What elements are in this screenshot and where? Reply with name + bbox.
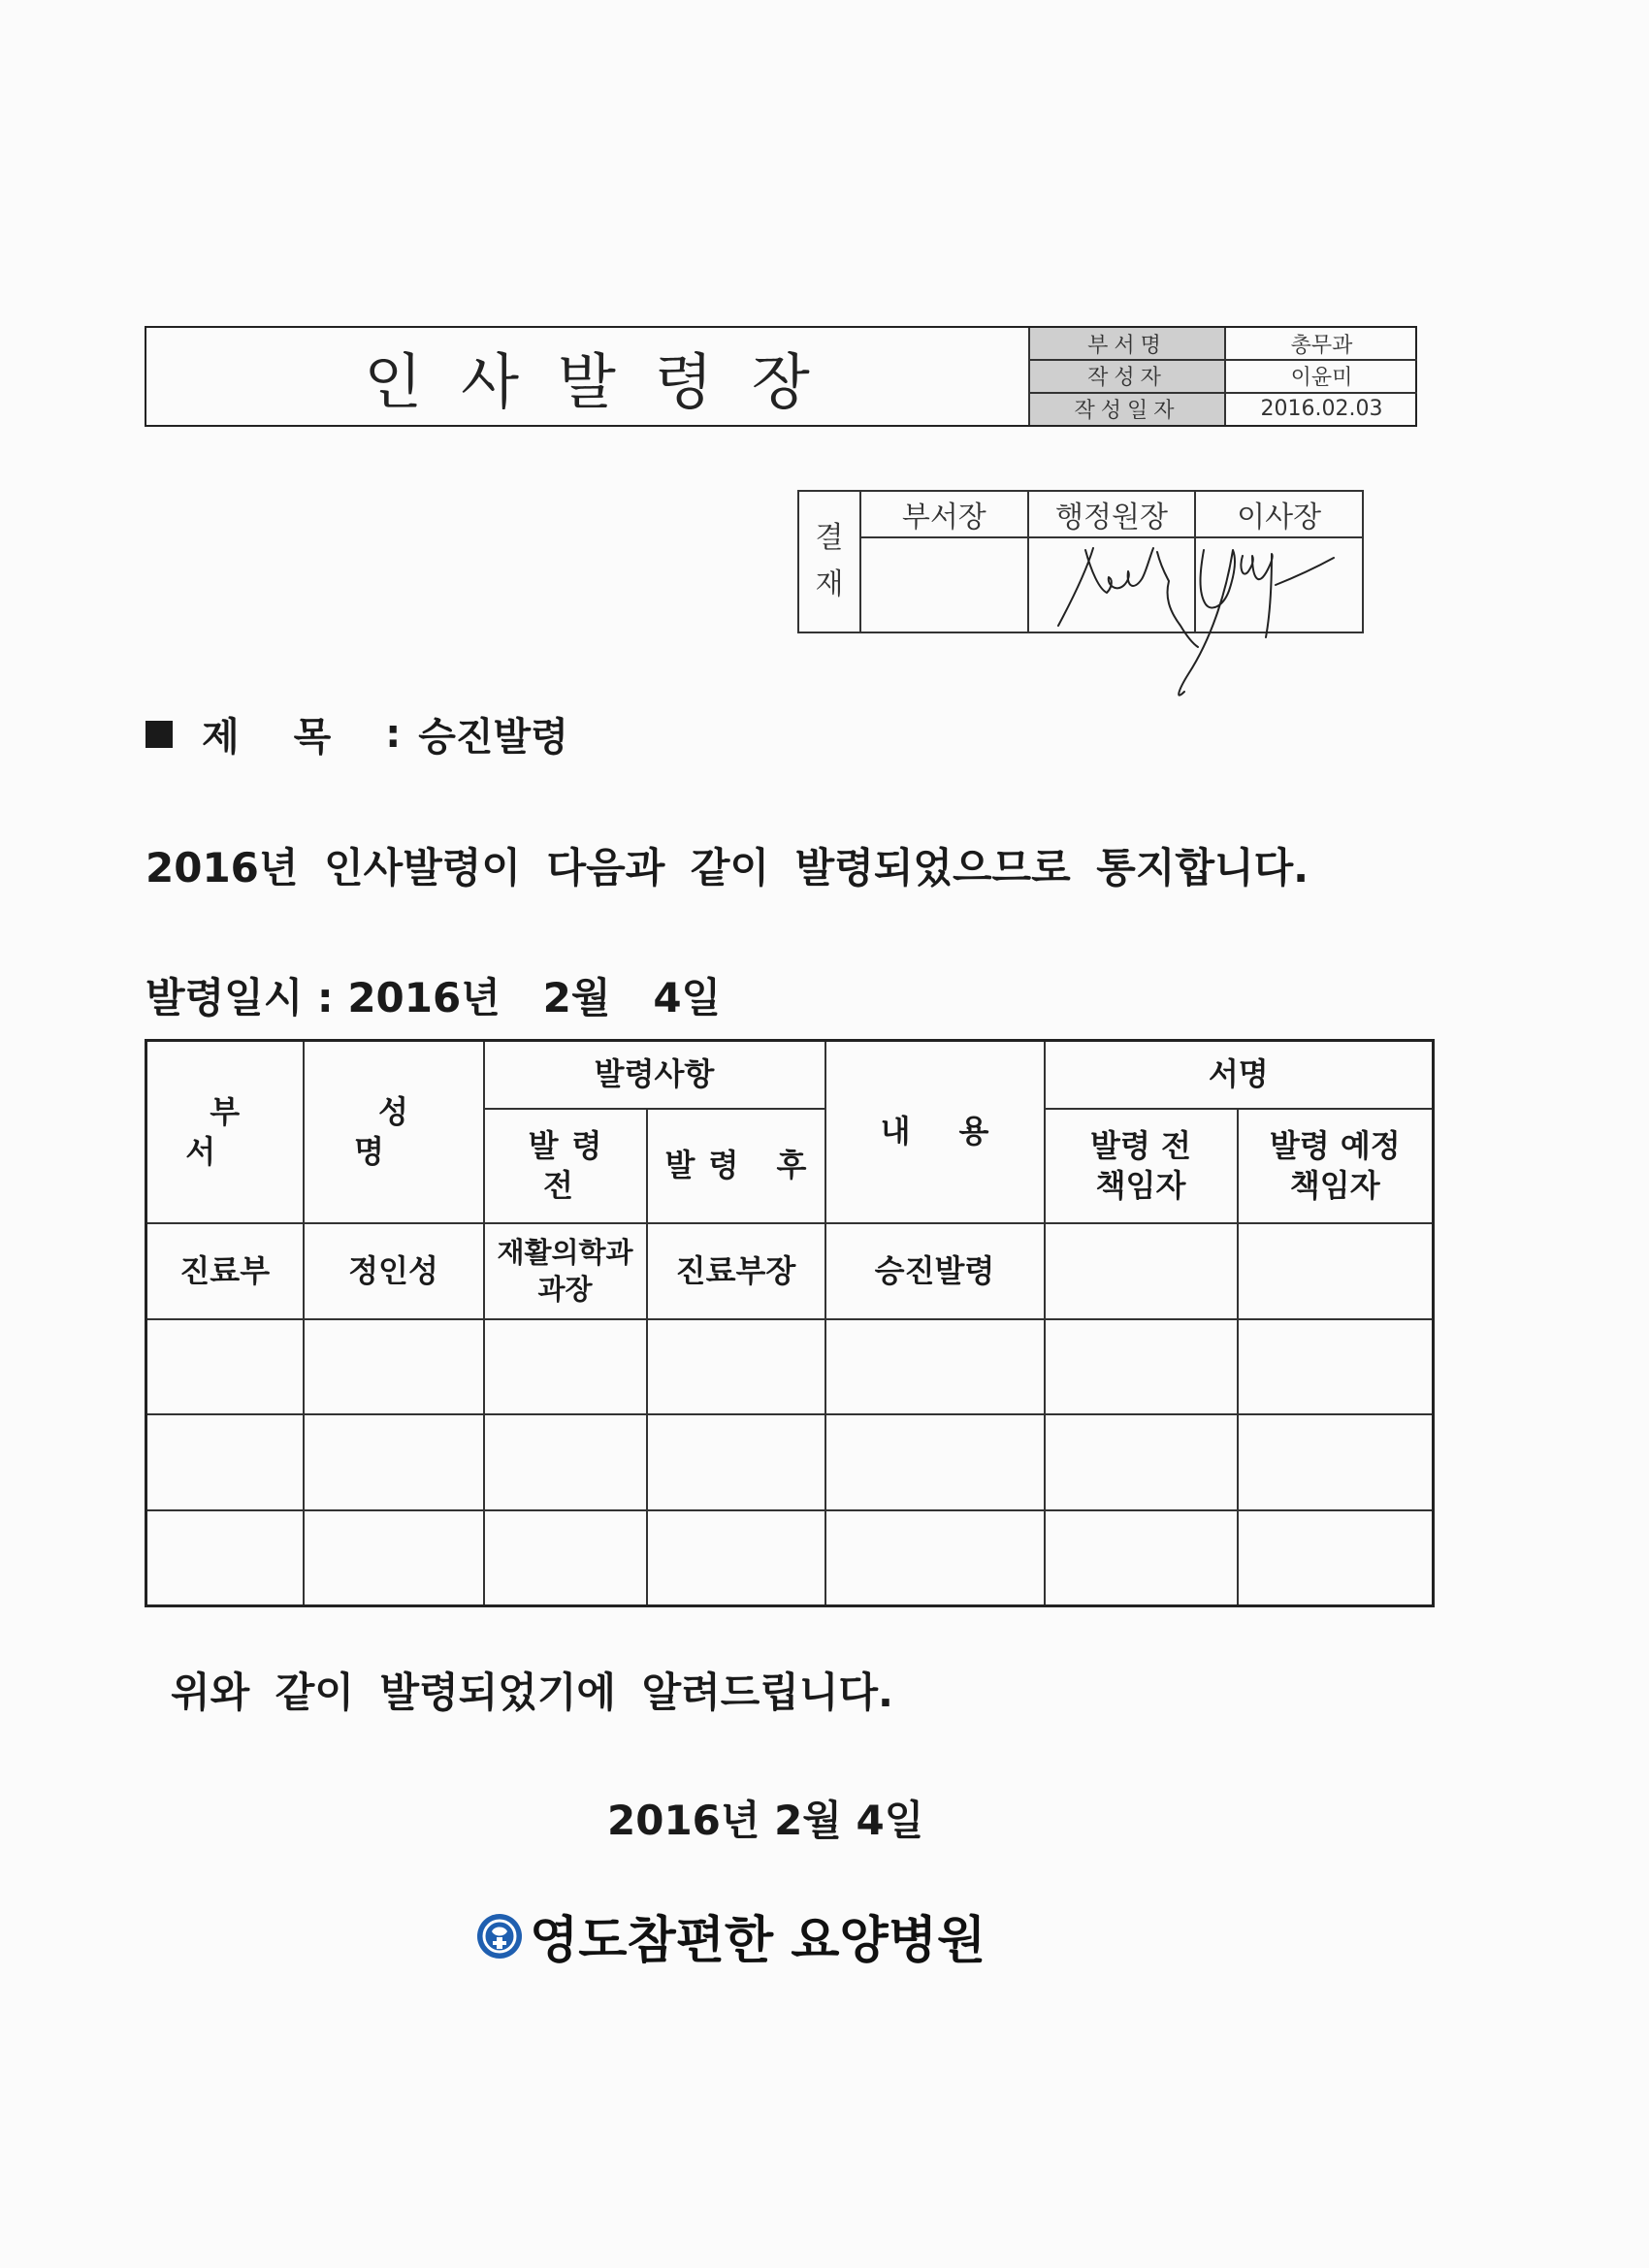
cell-sign-before [1045,1319,1238,1415]
table-row [146,1319,1434,1415]
table-row [146,1510,1434,1606]
approval-header-admin-director: 행정원장 [1028,491,1196,537]
cell-dept [146,1319,304,1415]
cell-before: 재활의학과 과장 [484,1223,647,1319]
cell-sign-before [1045,1414,1238,1510]
cell-dept: 진료부 [146,1223,304,1319]
cell-name: 정인성 [304,1223,484,1319]
cell-sign-before [1045,1510,1238,1606]
approval-sign-dept-head [860,537,1028,632]
subject-separator: : [385,711,402,757]
personnel-order-table [145,1039,1435,1607]
cell-content [825,1319,1045,1415]
meta-value-department: 총무과 [1225,328,1417,360]
approval-sign-admin-director [1028,537,1196,632]
square-bullet-icon [146,721,173,748]
subject-label: 제목 [202,715,386,760]
meta-label-date: 작성일자 [1029,393,1225,425]
table-row [146,1414,1434,1510]
cell-content: 승진발령 [825,1223,1045,1319]
approval-header-dept-head: 부서장 [860,491,1028,537]
closing-date: 2016년 2월 4일 [607,1797,924,1844]
cell-before [484,1319,647,1415]
cell-before [484,1510,647,1606]
intro-text: 2016년 인사발령이 다음과 같이 발령되었으므로 통지합니다. [146,844,1310,891]
subject-value: 승진발령 [418,715,568,760]
header-sign-group: 서명 [1045,1041,1434,1109]
table-row [146,1223,1434,1319]
approval-side-label-1: 결 [815,521,844,555]
cell-sign-after [1238,1510,1434,1606]
header-content: 내용 [825,1041,1045,1224]
cell-dept [146,1414,304,1510]
header-name: 성명 [304,1041,484,1224]
approval-box [797,490,1364,633]
approval-sign-chairman [1195,537,1363,632]
meta-label-department: 부서명 [1029,328,1225,360]
cell-after [647,1319,825,1415]
meta-value-date: 2016.02.03 [1225,393,1417,425]
meta-value-author: 이윤미 [1225,360,1417,392]
cell-content [825,1414,1045,1510]
hospital-name: 영도참편한 요양병원 [530,1912,986,1970]
cell-sign-before [1045,1223,1238,1319]
cell-after [647,1510,825,1606]
approval-side-label-2: 재 [815,567,844,601]
closing-text: 위와 같이 발령되었기에 알려드립니다. [171,1669,893,1716]
header-sign-after: 발령 예정 책임자 [1238,1109,1434,1224]
cell-dept [146,1510,304,1606]
header-order-group: 발령사항 [484,1041,825,1109]
cell-sign-after [1238,1223,1434,1319]
document-title: 인사발령장 [364,345,849,417]
approval-header-chairman: 이사장 [1195,491,1363,537]
header-dept: 부서 [146,1041,304,1224]
cell-content [825,1510,1045,1606]
document-header [145,326,1417,427]
cell-sign-after [1238,1414,1434,1510]
cell-name [304,1414,484,1510]
meta-label-author: 작성자 [1029,360,1225,392]
cell-name [304,1510,484,1606]
cell-after: 진료부장 [647,1223,825,1319]
hospital-emblem-icon [475,1912,524,1960]
effective-date: 발령일시 : 2016년 2월 4일 [146,974,722,1021]
document-meta-table [1028,328,1417,425]
header-sign-before: 발령 전 책임자 [1045,1109,1238,1224]
cell-before [484,1414,647,1510]
subject-line [146,706,568,761]
cell-name [304,1319,484,1415]
cell-after [647,1414,825,1510]
hospital-signature-line [475,1899,986,1972]
cell-sign-after [1238,1319,1434,1415]
header-before: 발령 전 [484,1109,647,1224]
approval-side-label [798,491,860,632]
header-after: 발령 후 [647,1109,825,1224]
